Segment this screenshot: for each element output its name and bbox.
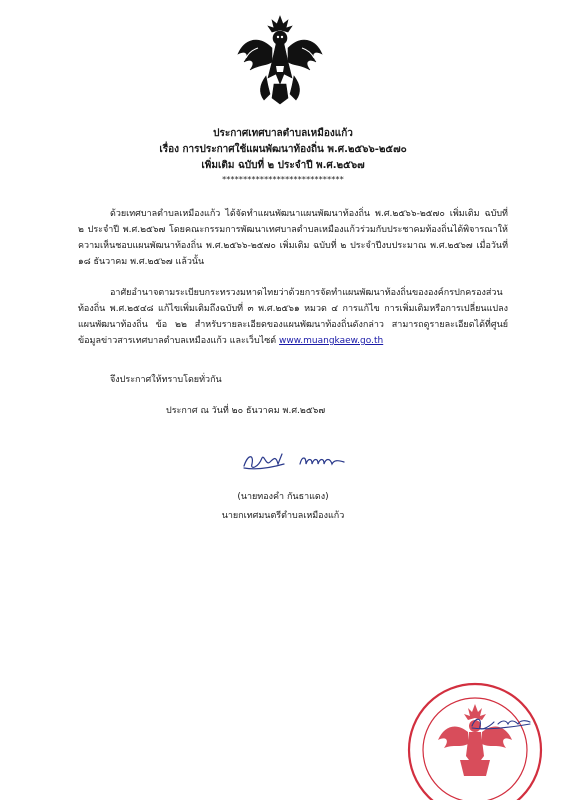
signatory-name: (นายทองคำ กันธาแดง) xyxy=(237,492,329,502)
separator-stars: ***************************** xyxy=(222,175,344,184)
paragraph-1: ด้วยเทศบาลตำบลเหมืองแก้ว ได้จัดทำแผนพัฒนาแผนพัฒนาท้องถิ่น พ.ศ.๒๕๖๖-๒๕๗๐ เพิ่มเติม ฉบับที่ ๒ ประจำปี พ.ศ.๒๕๖๗ โดยคณะกรรมการพัฒนาเทศบาลตำบลเหมืองแก้วร่วมกับประชาคมท้องถิ่นได้พิจารณาให้ความเห็นชอบแผนพัฒนาท้องถิ่น พ.ศ.๒๕๖๖-๒๕๗๐ เพิ่มเติม ฉบับที่ ๒ ประจำปีงบประมาณ พ.ศ.๒๕๖๗ เมื่อวันที่ ๑๘ ธันวาคม พ.ศ.๒๕๖๗ แล้วนั้น xyxy=(78,209,508,267)
garuda-emblem xyxy=(236,14,324,106)
signatory-title: นายกเทศมนตรีตำบลเหมืองแก้ว xyxy=(221,511,345,521)
subject-line: เรื่อง การประกาศใช้แผนพัฒนาท้องถิ่น พ.ศ.๒๕๖๖-๒๕๗๐ xyxy=(159,144,407,155)
website-link[interactable]: www.muangkaew.go.th xyxy=(279,336,384,346)
announcement-title: ประกาศเทศบาลตำบลเหมืองแก้ว xyxy=(213,128,353,139)
official-seal xyxy=(402,664,548,800)
paragraph-2-text: อาศัยอำนาจตามระเบียบกระทรวงมหาดไทยว่าด้วยการจัดทำแผนพัฒนาท้องถิ่นขององค์กรปกครองส่วนท้องถิ่น พ.ศ.๒๕๔๘ แก้ไขเพิ่มเติมถึงฉบับที่ ๓ พ.ศ.๒๕๖๑ หมวด ๔ การแก้ไข การเพิ่มเติมหรือการเปลี่ยนแปลงแผนพัฒนาท้องถิ่น ข้อ ๒๒ สำหรับรายละเอียดของแผนพัฒนาท้องถิ่นดังกล่าว สามารถดูรายละเอียดได้ที่ศูนย์ข้อมูลข่าวสารเทศบาลตำบลเหมืองแก้ว และเว็บไซต์ xyxy=(78,288,508,346)
paragraph-2 xyxy=(78,285,508,349)
subject-line-2: เพิ่มเติม ฉบับที่ ๒ ประจำปี พ.ศ.๒๕๖๗ xyxy=(201,160,365,171)
handwritten-signature xyxy=(240,448,350,474)
announcement-date: ประกาศ ณ วันที่ ๒๐ ธันวาคม พ.ศ.๒๕๖๗ xyxy=(166,406,326,416)
announcement-statement: จึงประกาศให้ทราบโดยทั่วกัน xyxy=(110,375,222,385)
